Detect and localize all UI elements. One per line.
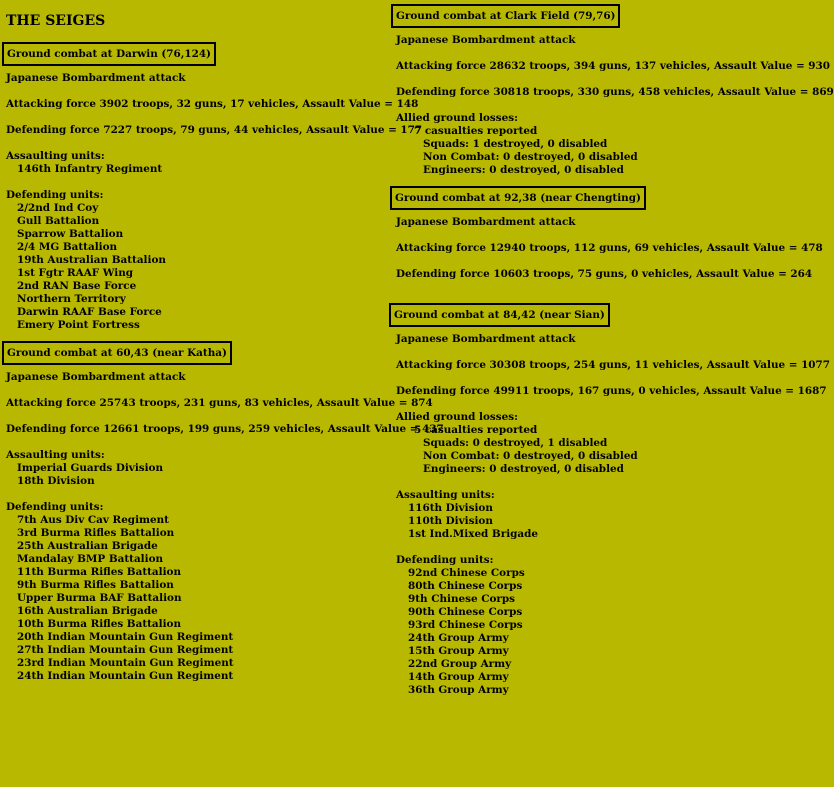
chengting-defending-force: Defending force 10603 troops, 75 guns, 0 vehicles, Assault Value = 264 — [396, 268, 813, 280]
chengting-combat-header: Ground combat at 92,38 (near Chengting) — [390, 186, 646, 210]
sian-casualties: 5 casualties reported — [414, 424, 538, 436]
list-item: 24th Indian Mountain Gun Regiment — [17, 670, 234, 682]
katha-defending-list — [5, 514, 234, 683]
list-item: 92nd Chinese Corps — [408, 567, 525, 579]
list-item: 3rd Burma Rifles Battalion — [17, 527, 175, 539]
sian-combat-header: Ground combat at 84,42 (near Sian) — [389, 303, 610, 327]
list-item: Engineers: 0 destroyed, 0 disabled — [423, 164, 624, 176]
list-item: Squads: 0 destroyed, 1 disabled — [423, 437, 608, 449]
list-item: Emery Point Fortress — [17, 319, 140, 331]
list-item: 7th Aus Div Cav Regiment — [17, 514, 169, 526]
list-item: 110th Division — [408, 515, 493, 527]
list-item: 2/2nd Ind Coy — [17, 202, 99, 214]
list-item: Squads: 1 destroyed, 0 disabled — [423, 138, 608, 150]
clark-losses-label: Allied ground losses: — [396, 112, 518, 124]
katha-attacking-force: Attacking force 25743 troops, 231 guns, 83 vehicles, Assault Value = 874 — [6, 397, 433, 409]
list-item: 146th Infantry Regiment — [17, 163, 163, 175]
darwin-defending-list — [5, 202, 166, 332]
list-item: 80th Chinese Corps — [408, 580, 523, 592]
sian-assaulting-label: Assaulting units: — [396, 489, 495, 501]
katha-defending-label: Defending units: — [6, 501, 104, 513]
katha-assaulting-label: Assaulting units: — [6, 449, 105, 461]
list-item: 24th Group Army — [408, 632, 509, 644]
clark-defending-force: Defending force 30818 troops, 330 guns, 458 vehicles, Assault Value = 869 — [396, 86, 834, 98]
list-item: 2/4 MG Battalion — [17, 241, 118, 253]
list-item: 14th Group Army — [408, 671, 509, 683]
list-item: 27th Indian Mountain Gun Regiment — [17, 644, 234, 656]
sian-defending-label: Defending units: — [396, 554, 494, 566]
chengting-attack-type: Japanese Bombardment attack — [396, 216, 576, 228]
list-item: 22nd Group Army — [408, 658, 512, 670]
sian-attack-type: Japanese Bombardment attack — [396, 333, 576, 345]
list-item: 2nd RAN Base Force — [17, 280, 137, 292]
clark-casualties: 7 casualties reported — [414, 125, 538, 137]
list-item: 16th Australian Brigade — [17, 605, 158, 617]
katha-attack-type: Japanese Bombardment attack — [6, 371, 186, 383]
list-item: 20th Indian Mountain Gun Regiment — [17, 631, 234, 643]
list-item: 18th Division — [17, 475, 95, 487]
list-item: 90th Chinese Corps — [408, 606, 523, 618]
list-item: 1st Fgtr RAAF Wing — [17, 267, 134, 279]
page-title: THE SEIGES — [6, 13, 106, 29]
sian-attacking-force: Attacking force 30308 troops, 254 guns, 11 vehicles, Assault Value = 1077 — [396, 359, 830, 371]
clark-attack-type: Japanese Bombardment attack — [396, 34, 576, 46]
katha-combat-header: Ground combat at 60,43 (near Katha) — [2, 341, 232, 365]
katha-defending-force: Defending force 12661 troops, 199 guns, 259 vehicles, Assault Value = 437 — [6, 423, 444, 435]
list-item: Northern Territory — [17, 293, 126, 305]
list-item: 93rd Chinese Corps — [408, 619, 523, 631]
list-item: 11th Burma Rifles Battalion — [17, 566, 182, 578]
sian-losses-label: Allied ground losses: — [396, 411, 518, 423]
list-item: Gull Battalion — [17, 215, 100, 227]
list-item: 23rd Indian Mountain Gun Regiment — [17, 657, 234, 669]
darwin-assaulting-label: Assaulting units: — [6, 150, 105, 162]
list-item: 9th Burma Rifles Battalion — [17, 579, 174, 591]
sian-losses-list — [423, 437, 638, 476]
clark-losses-list — [423, 138, 638, 177]
sian-defending-force: Defending force 49911 troops, 167 guns, 0 vehicles, Assault Value = 1687 — [396, 385, 827, 397]
list-item: Sparrow Battalion — [17, 228, 124, 240]
chengting-attacking-force: Attacking force 12940 troops, 112 guns, 69 vehicles, Assault Value = 478 — [396, 242, 823, 254]
darwin-defending-label: Defending units: — [6, 189, 104, 201]
list-item: Upper Burma BAF Battalion — [17, 592, 182, 604]
list-item: 15th Group Army — [408, 645, 509, 657]
list-item: Mandalay BMP Battalion — [17, 553, 164, 565]
list-item: 116th Division — [408, 502, 493, 514]
sian-defending-list — [408, 567, 525, 697]
clark-combat-header: Ground combat at Clark Field (79,76) — [391, 4, 620, 28]
katha-assaulting-list — [5, 462, 163, 488]
list-item: 36th Group Army — [408, 684, 509, 696]
list-item: 10th Burma Rifles Battalion — [17, 618, 182, 630]
list-item: 25th Australian Brigade — [17, 540, 158, 552]
list-item: Darwin RAAF Base Force — [17, 306, 162, 318]
list-item: 9th Chinese Corps — [408, 593, 516, 605]
darwin-assaulting-list — [5, 163, 162, 176]
list-item: Engineers: 0 destroyed, 0 disabled — [423, 463, 624, 475]
list-item: Imperial Guards Division — [17, 462, 164, 474]
darwin-attacking-force: Attacking force 3902 troops, 32 guns, 17 vehicles, Assault Value = 148 — [6, 98, 419, 110]
sian-assaulting-list — [408, 502, 538, 541]
darwin-combat-header: Ground combat at Darwin (76,124) — [2, 42, 216, 66]
list-item: 1st Ind.Mixed Brigade — [408, 528, 539, 540]
list-item: 19th Australian Battalion — [17, 254, 166, 266]
list-item: Non Combat: 0 destroyed, 0 disabled — [423, 450, 638, 462]
list-item: Non Combat: 0 destroyed, 0 disabled — [423, 151, 638, 163]
darwin-defending-force: Defending force 7227 troops, 79 guns, 44 vehicles, Assault Value = 177 — [6, 124, 423, 136]
clark-attacking-force: Attacking force 28632 troops, 394 guns, 137 vehicles, Assault Value = 930 — [396, 60, 830, 72]
darwin-attack-type: Japanese Bombardment attack — [6, 72, 186, 84]
